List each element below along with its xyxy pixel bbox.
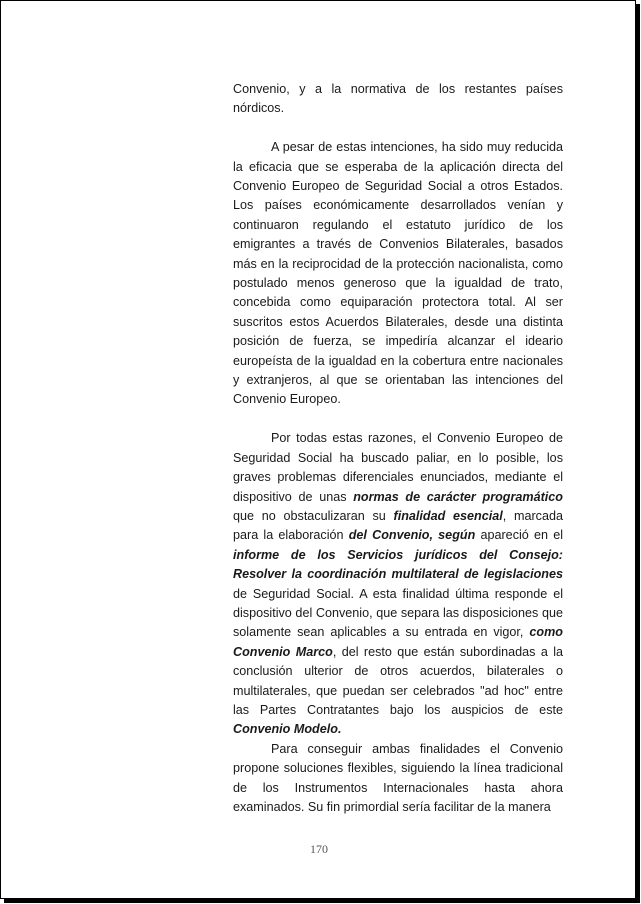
emphasized-text: como Convenio Marco	[233, 625, 563, 659]
text-run: , del resto que están subordinadas a la conclusión ulterior de otros acuerdos, bilaterales o multilaterales, que puedan ser celebrados "ad hoc" entre las Partes Contratantes bajo los auspicios de este	[233, 644, 563, 717]
paragraph	[233, 138, 563, 410]
text-run: de Seguridad Social. A esta finalidad última responde el dispositivo del Convenio, que separa las disposiciones que solamente sean aplicables a su entrada en vigor,	[233, 586, 563, 640]
emphasized-text: informe de los Servicios jurídicos del Consejo: Resolver la coordinación multilateral de legislaciones	[233, 547, 563, 582]
paragraph	[233, 740, 563, 818]
text-run: apareció en el	[475, 528, 563, 543]
emphasized-text: del Convenio, según	[348, 528, 476, 543]
text-run: , marcada para la elaboración	[233, 508, 563, 543]
body-text	[233, 80, 563, 817]
paragraph-spacer	[233, 410, 563, 429]
paragraph	[233, 429, 563, 740]
text-run: Por todas estas razones, el Convenio Europeo de Seguridad Social ha buscado paliar, en lo posible, los graves problemas diferenciales enunciados, mediante el dispositivo de unas	[233, 431, 563, 504]
emphasized-text: finalidad esencial	[393, 508, 503, 523]
paragraph-spacer	[233, 119, 563, 138]
paragraph	[233, 80, 563, 119]
emphasized-text: normas de carácter programático	[353, 489, 563, 504]
text-run: Convenio, y a la normativa de los restantes países nórdicos.	[233, 82, 563, 116]
text-run: Para conseguir ambas finalidades el Convenio propone soluciones flexibles, siguiendo la línea tradicional de los Instrumentos Internacionales hasta ahora examinados. Su fin primordial sería facilitar de la manera	[233, 741, 563, 814]
emphasized-text: Convenio Modelo.	[233, 722, 342, 737]
page-number: 170	[310, 842, 328, 856]
text-run: que no obstaculizaran su	[233, 508, 394, 523]
text-run: A pesar de estas intenciones, ha sido muy reducida la eficacia que se esperaba de la aplicación directa del Convenio Europeo de Seguridad Social a otros Estados. Los países económicamente desarrollados venían y continuaron regulando el estatuto jurídico de los emigrantes a través de Convenios Bilaterales, basados más en la reciprocidad de la protección nacionalista, como postulado menos generoso que la igualdad de trato, concebida como equiparación protectora total. Al ser suscritos estos Acuerdos Bilaterales, desde una distinta posición de fuerza, se impediría alcanzar el ideario europeísta de la igualdad en la cobertura entre nacionales y extranjeros, al que se orientaban las intenciones del Convenio Europeo.	[233, 140, 563, 407]
